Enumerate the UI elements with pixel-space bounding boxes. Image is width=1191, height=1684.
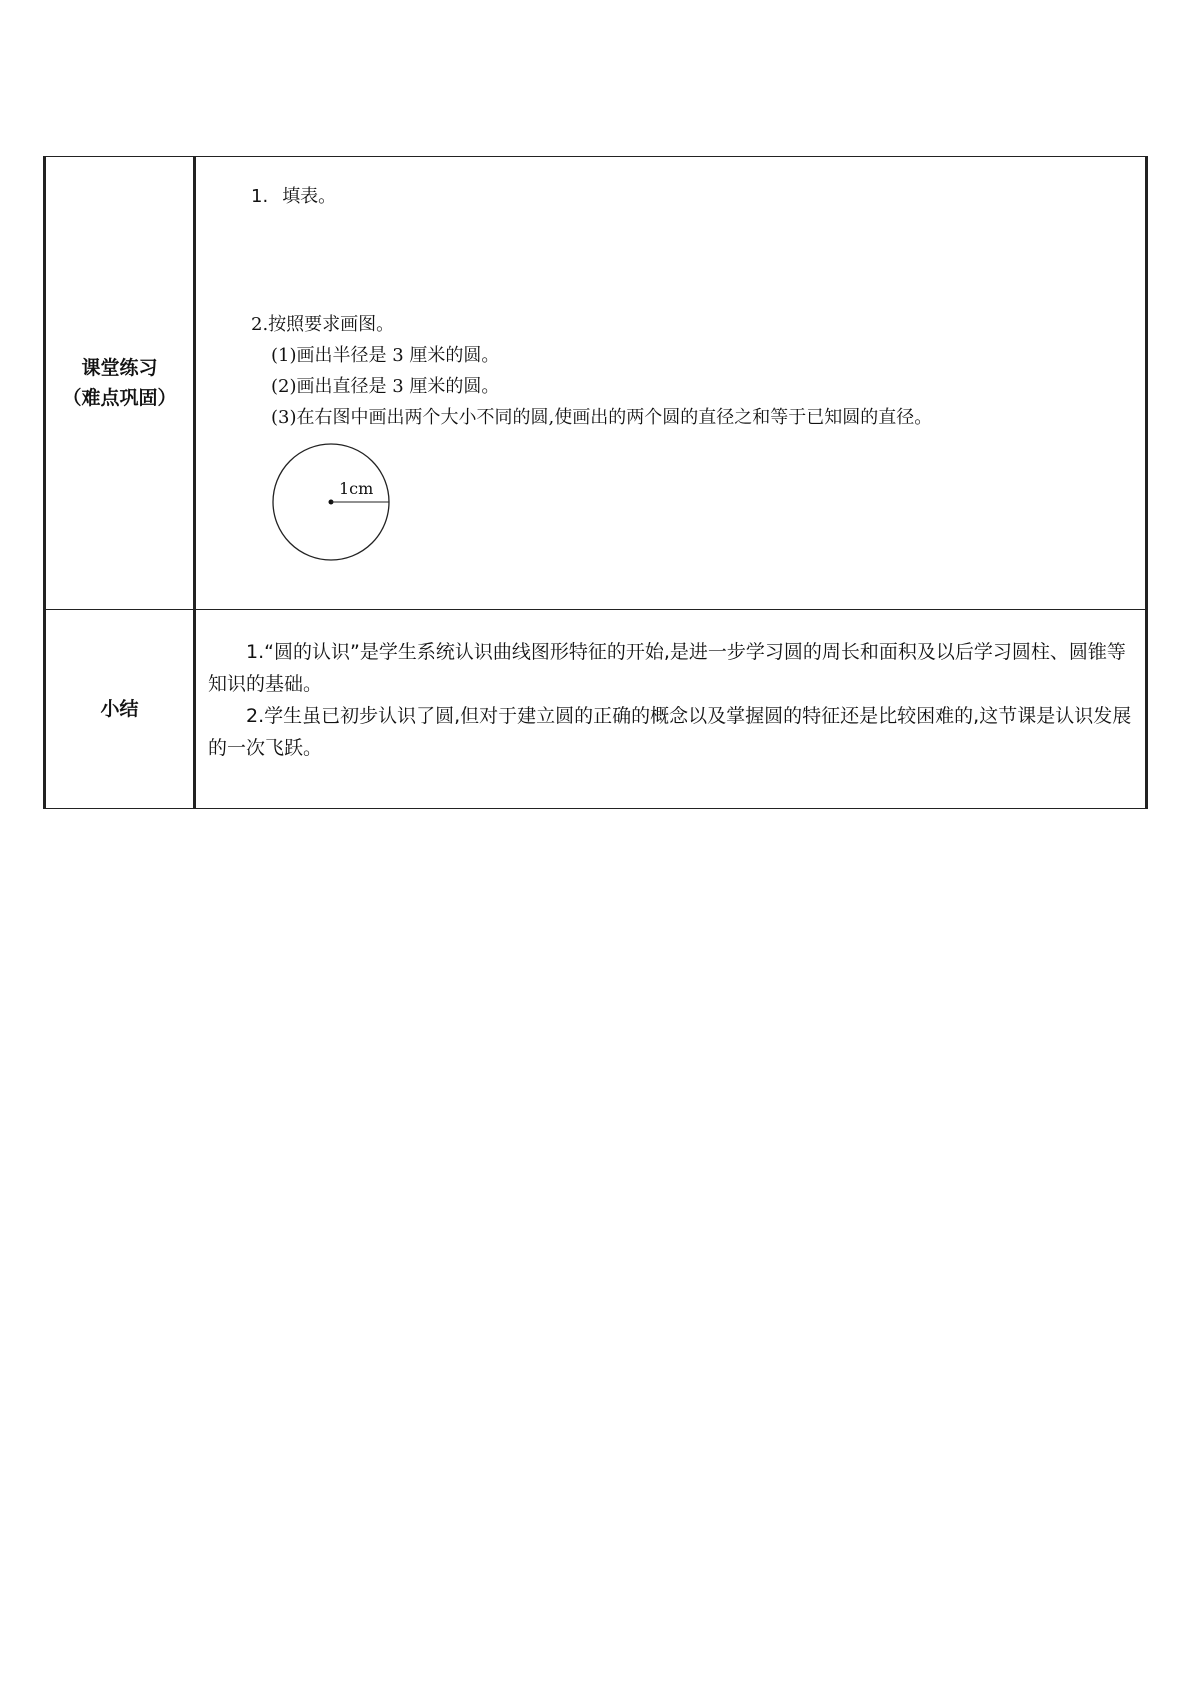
summary-row (45, 610, 1147, 809)
question-2 (251, 309, 932, 433)
summary-label: 小结 (100, 698, 139, 720)
summary-label-cell (45, 610, 195, 809)
question-2-title: 2.按照要求画图。 (251, 314, 395, 335)
summary-paragraph-2: 2.学生虽已初步认识了圆,但对于建立圆的正确的概念以及掌握圆的特征还是比较困难的,这节课是认识发展的一次飞跃。 (208, 705, 1132, 759)
question-2-item-3: (3)在右图中画出两个大小不同的圆,使画出的两个圆的直径之和等于已知圆的直径。 (271, 407, 933, 428)
question-2-item-1: (1)画出半径是 3 厘米的圆。 (271, 345, 500, 366)
practice-label-line1: 课堂练习 (81, 357, 158, 379)
question-1-text: 填表。 (282, 186, 337, 207)
radius-label: 1cm (339, 479, 374, 498)
practice-content-cell (195, 157, 1147, 610)
question-1-number: 1. (251, 186, 269, 207)
practice-label-line2: （难点巩固） (62, 387, 177, 409)
summary-paragraph-1: 1.“圆的认识”是学生系统认识曲线图形特征的开始,是进一步学习圆的周长和面积及以后学习圆柱、圆锥等知识的基础。 (208, 641, 1126, 695)
circle-figure (266, 437, 396, 567)
practice-label-cell (45, 157, 195, 610)
question-2-item-2: (2)画出直径是 3 厘米的圆。 (271, 376, 500, 397)
lesson-table (43, 156, 1148, 809)
practice-row (45, 157, 1147, 610)
summary-content-cell (195, 610, 1147, 809)
question-1 (251, 182, 336, 208)
